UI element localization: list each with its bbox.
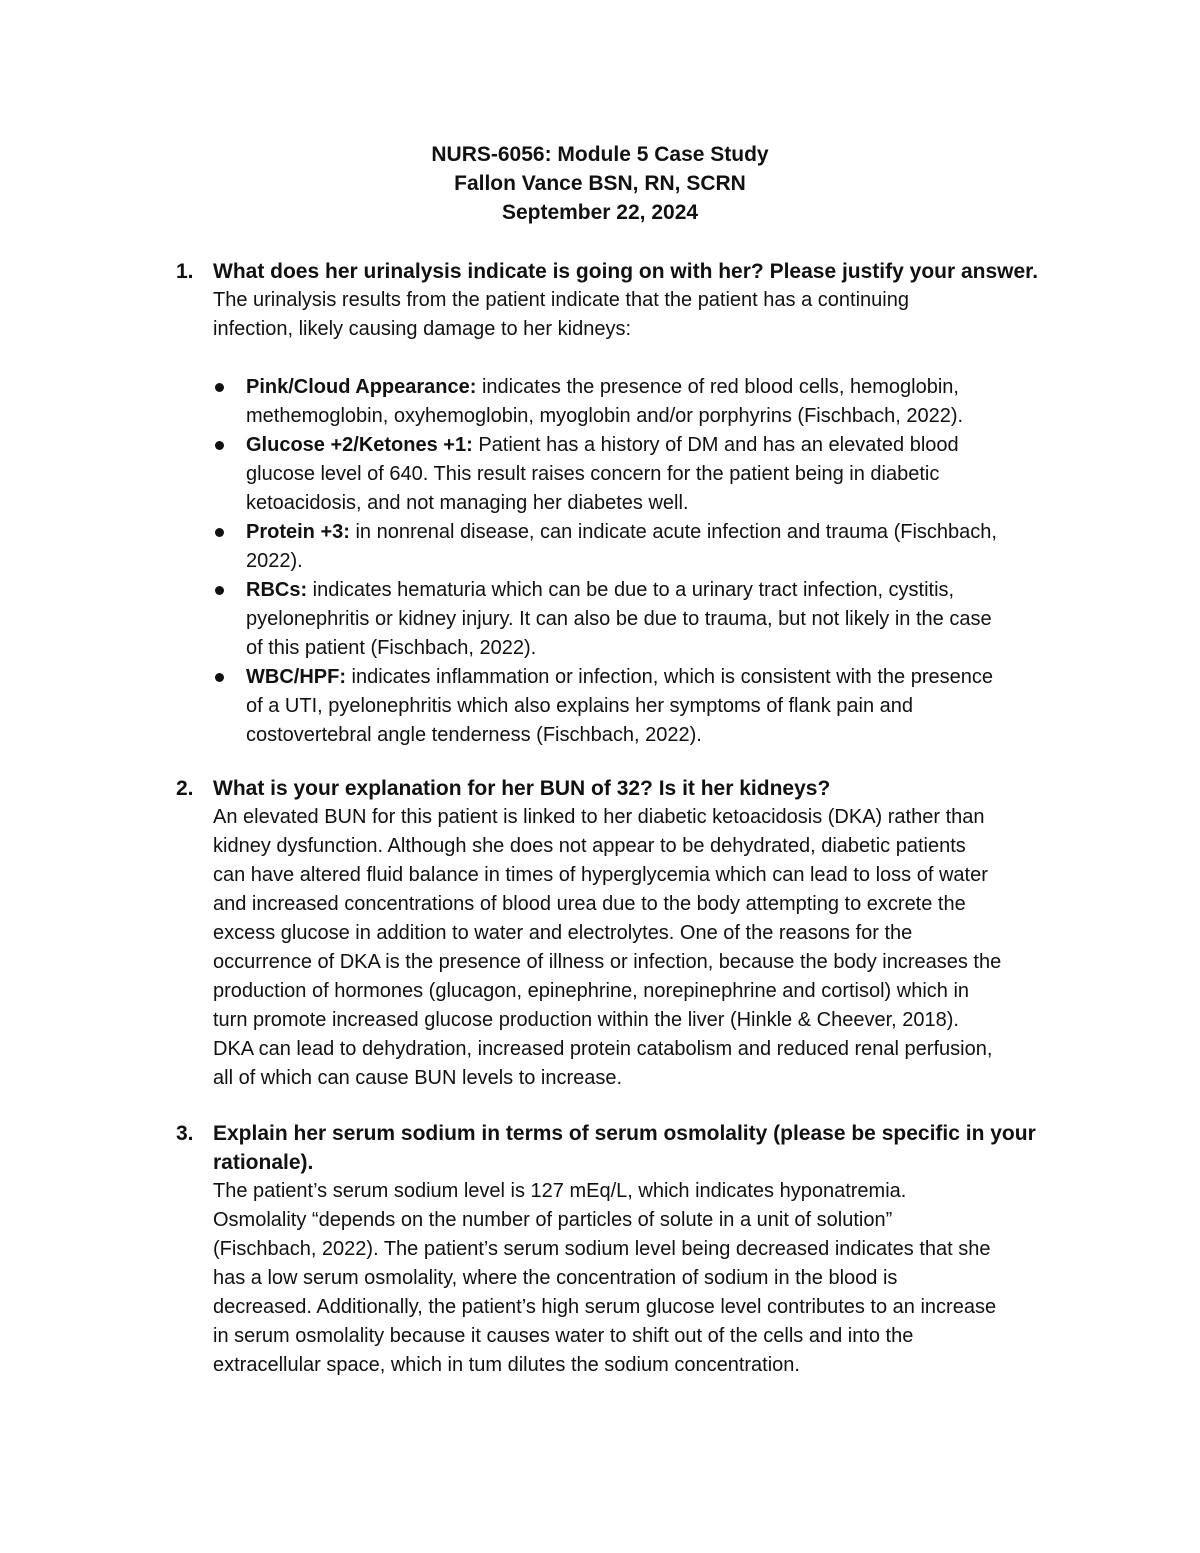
- bullet-icon: [215, 673, 224, 682]
- answer-line: production of hormones (glucagon, epinephrine, norepinephrine and cortisol) which in: [213, 980, 970, 1002]
- list-item: [213, 373, 1075, 431]
- answer-line: occurrence of DKA is the presence of illness or infection, because the body increases the: [213, 951, 1002, 973]
- question-number: 2.: [176, 777, 194, 800]
- answer-line: excess glucose in addition to water and electrolytes. One of the reasons for the: [213, 922, 913, 944]
- answer-line: can have altered fluid balance in times of hyperglycemia which can lead to loss of water: [213, 864, 988, 886]
- answer-line: has a low serum osmolality, where the concentration of sodium in the blood is: [213, 1267, 898, 1289]
- list-item: [213, 576, 1075, 663]
- answer-line: An elevated BUN for this patient is linked to her diabetic ketoacidosis (DKA) rather than: [213, 806, 985, 828]
- finding-text: indicates the presence of red blood cells, hemoglobin,: [476, 376, 959, 398]
- bullet-icon: [215, 441, 224, 450]
- answer-line: decreased. Additionally, the patient’s high serum glucose level contributes to an increase: [213, 1296, 997, 1318]
- finding-text: of a UTI, pyelonephritis which also explains her symptoms of flank pain and: [246, 695, 914, 717]
- answer-line: infection, likely causing damage to her kidneys:: [213, 318, 632, 340]
- finding-text: Patient has a history of DM and has an elevated blood: [472, 434, 959, 456]
- finding-text: in nonrenal disease, can indicate acute infection and trauma (Fischbach,: [349, 521, 997, 543]
- finding-term: Glucose +2/Ketones +1:: [246, 434, 473, 456]
- finding-term: Protein +3:: [246, 521, 350, 543]
- date-line: September 22, 2024: [501, 201, 699, 224]
- finding-term: Pink/Cloud Appearance:: [246, 376, 477, 398]
- finding-text: glucose level of 640. This result raises concern for the patient being in diabetic: [246, 463, 940, 485]
- list-item: [213, 518, 1075, 576]
- question-content: [213, 774, 1075, 1093]
- document-header: [0, 140, 1200, 227]
- finding-text: ketoacidosis, and not managing her diabetes well.: [246, 492, 689, 514]
- question-content: [213, 1119, 1075, 1380]
- answer-line: kidney dysfunction. Although she does not appear to be dehydrated, diabetic patients: [213, 835, 966, 857]
- answer-line: turn promote increased glucose production within the liver (Hinkle & Cheever, 2018).: [213, 1009, 959, 1031]
- answer-line: The urinalysis results from the patient indicate that the patient has a continuing: [213, 289, 909, 311]
- answer-line: in serum osmolality because it causes water to shift out of the cells and into the: [213, 1325, 914, 1347]
- bullet-icon: [215, 586, 224, 595]
- findings-list: [213, 373, 1075, 750]
- finding-text: indicates inflammation or infection, which is consistent with the presence: [345, 666, 993, 688]
- answer-line: The patient’s serum sodium level is 127 mEq/L, which indicates hyponatremia.: [213, 1180, 907, 1202]
- question-title: What is your explanation for her BUN of 32? Is it her kidneys?: [213, 777, 831, 800]
- bullet-icon: [215, 528, 224, 537]
- finding-text: pyelonephritis or kidney injury. It can also be due to trauma, but not likely in the case: [246, 608, 992, 630]
- question-title: Explain her serum sodium in terms of serum osmolality (please be specific in your: [213, 1122, 1036, 1145]
- question-number: 3.: [176, 1122, 194, 1145]
- question-number: 1.: [176, 260, 194, 283]
- answer-line: DKA can lead to dehydration, increased protein catabolism and reduced renal perfusion,: [213, 1038, 993, 1060]
- answer-line: Osmolality “depends on the number of particles of solute in a unit of solution”: [213, 1209, 893, 1231]
- finding-text: costovertebral angle tenderness (Fischbach, 2022).: [246, 724, 702, 746]
- answer-line: extracellular space, which in tum dilutes the sodium concentration.: [213, 1354, 800, 1376]
- question-title: rationale).: [213, 1151, 314, 1174]
- answer-line: and increased concentrations of blood urea due to the body attempting to excrete the: [213, 893, 966, 915]
- bullet-icon: [215, 383, 224, 392]
- finding-term: RBCs:: [246, 579, 308, 601]
- list-item: [213, 431, 1075, 518]
- finding-text: of this patient (Fischbach, 2022).: [246, 637, 537, 659]
- question-title: What does her urinalysis indicate is going on with her? Please justify your answer.: [213, 260, 1039, 283]
- finding-term: WBC/HPF:: [246, 666, 346, 688]
- answer-line: (Fischbach, 2022). The patient’s serum sodium level being decreased indicates that she: [213, 1238, 991, 1260]
- list-item: [213, 663, 1075, 750]
- question-content: [213, 257, 1075, 750]
- answer-line: all of which can cause BUN levels to increase.: [213, 1067, 623, 1089]
- course-title: NURS-6056: Module 5 Case Study: [431, 143, 769, 166]
- finding-text: methemoglobin, oxyhemoglobin, myoglobin and/or porphyrins (Fischbach, 2022).: [246, 405, 964, 427]
- author-line: Fallon Vance BSN, RN, SCRN: [454, 172, 746, 195]
- finding-text: 2022).: [246, 550, 303, 572]
- finding-text: indicates hematuria which can be due to a urinary tract infection, cystitis,: [307, 579, 955, 601]
